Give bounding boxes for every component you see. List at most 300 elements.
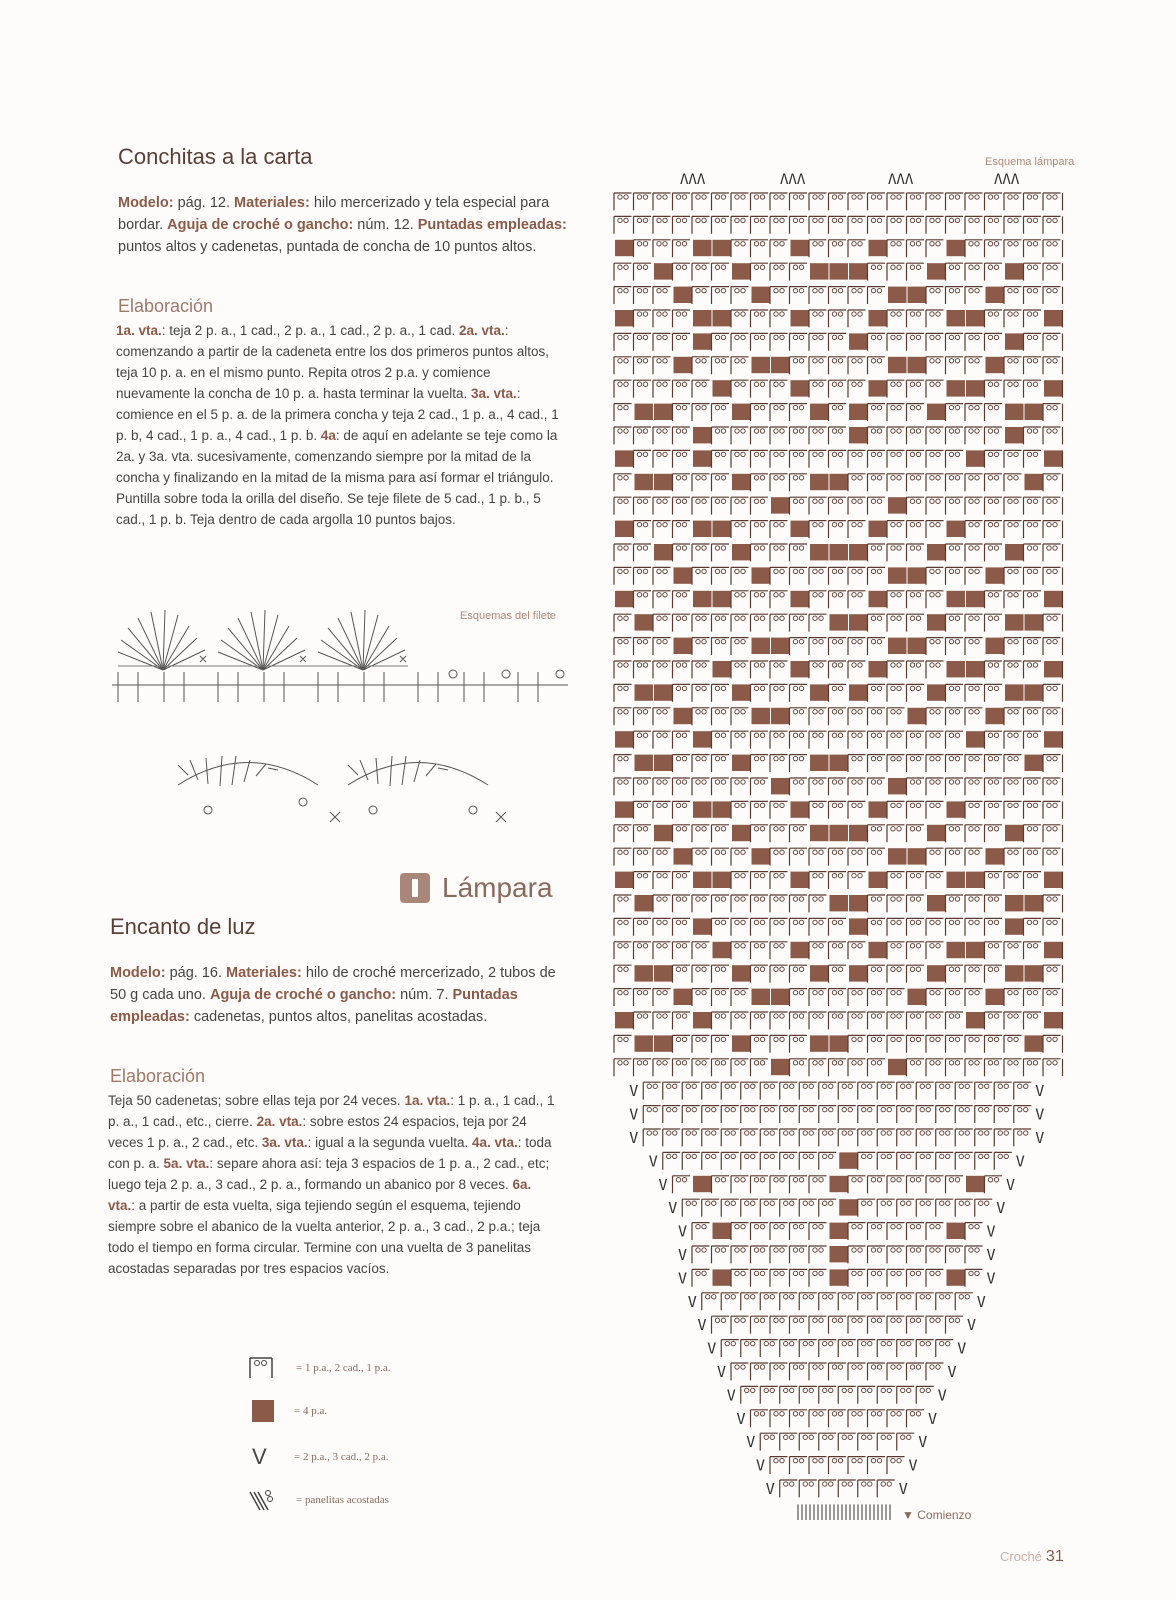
mesh-chain — [829, 1388, 833, 1392]
mesh-chain — [712, 1131, 716, 1135]
filled-block — [927, 825, 946, 841]
mesh-chain — [770, 1295, 774, 1299]
open-mesh — [712, 825, 730, 842]
mesh-chain — [916, 476, 920, 480]
mesh-chain — [838, 1318, 842, 1322]
open-mesh — [751, 801, 769, 818]
mesh-chain — [696, 944, 700, 948]
mesh-chain — [877, 1014, 881, 1018]
mesh-chain — [715, 218, 719, 222]
mesh-chain — [735, 452, 739, 456]
mesh-chain — [975, 405, 979, 409]
open-mesh — [799, 1199, 817, 1216]
open-mesh — [926, 497, 944, 514]
open-mesh — [790, 1246, 808, 1263]
mesh-chain — [813, 780, 817, 784]
mesh-chain — [985, 1084, 989, 1088]
filled-block — [849, 427, 868, 443]
open-mesh — [1043, 684, 1061, 701]
mesh-chain — [676, 920, 680, 924]
mesh-chain — [735, 382, 739, 386]
mesh-chain — [920, 1154, 924, 1158]
mesh-chain — [975, 756, 979, 760]
open-mesh — [926, 333, 944, 350]
mesh-chain — [949, 359, 953, 363]
mesh-chain — [897, 405, 901, 409]
mesh-chain — [1027, 218, 1031, 222]
open-mesh — [887, 1410, 905, 1427]
mesh-chain — [877, 1248, 881, 1252]
mesh-chain — [754, 897, 758, 901]
open-mesh — [819, 1199, 837, 1216]
mesh-chain — [891, 546, 895, 550]
mesh-chain — [721, 1248, 725, 1252]
open-mesh — [868, 287, 886, 304]
mesh-chain — [809, 1084, 813, 1088]
open-mesh — [634, 638, 652, 655]
mesh-chain — [955, 476, 959, 480]
open-mesh — [965, 801, 983, 818]
mesh-chain — [910, 476, 914, 480]
mesh-chain — [760, 686, 764, 690]
open-mesh — [965, 263, 983, 280]
mesh-chain — [832, 803, 836, 807]
mesh-chain — [725, 1201, 729, 1205]
open-mesh — [673, 427, 691, 444]
open-mesh — [731, 216, 749, 233]
mesh-chain — [838, 803, 842, 807]
filled-block — [732, 755, 751, 771]
open-mesh — [848, 287, 866, 304]
mesh-chain — [657, 1061, 661, 1065]
open-mesh — [936, 1106, 954, 1123]
mesh-chain — [897, 335, 901, 339]
mesh-chain — [832, 1365, 836, 1369]
mesh-chain — [624, 756, 628, 760]
mesh-chain — [988, 873, 992, 877]
mesh-chain — [897, 429, 901, 433]
mesh-chain — [813, 569, 817, 573]
v-stitch: V — [678, 1222, 688, 1241]
filled-block — [752, 848, 771, 864]
mesh-chain — [848, 1482, 852, 1486]
mesh-chain — [910, 616, 914, 620]
mesh-chain — [624, 335, 628, 339]
mesh-chain — [1004, 1131, 1008, 1135]
open-mesh — [614, 474, 632, 491]
open-mesh — [653, 614, 671, 631]
mesh-chain — [819, 429, 823, 433]
open-mesh — [985, 778, 1003, 795]
mesh-chain — [969, 1224, 973, 1228]
mesh-chain — [741, 663, 745, 667]
mesh-chain — [803, 1482, 807, 1486]
lamp-icon — [400, 873, 430, 903]
open-mesh — [1004, 942, 1022, 959]
mesh-chain — [715, 546, 719, 550]
mesh-chain — [852, 195, 856, 199]
mesh-chain — [858, 499, 862, 503]
open-mesh — [965, 825, 983, 842]
mesh-chain — [741, 593, 745, 597]
mesh-chain — [663, 663, 667, 667]
mesh-chain — [965, 1295, 969, 1299]
mesh-chain — [897, 242, 901, 246]
mesh-chain — [1033, 218, 1037, 222]
filled-block — [869, 661, 888, 677]
open-mesh — [790, 1176, 808, 1193]
mesh-chain — [663, 288, 667, 292]
filled-block — [791, 591, 810, 607]
mesh-chain — [696, 569, 700, 573]
mesh-chain — [682, 1061, 686, 1065]
mesh-chain — [624, 710, 628, 714]
filled-block — [791, 801, 810, 817]
mesh-chain — [858, 1178, 862, 1182]
open-mesh — [790, 1363, 808, 1380]
open-mesh — [829, 521, 847, 538]
filled-block — [615, 872, 634, 888]
open-mesh — [1004, 638, 1022, 655]
mesh-chain — [871, 265, 875, 269]
mesh-chain — [897, 1412, 901, 1416]
mesh-chain — [891, 1037, 895, 1041]
open-mesh — [673, 965, 691, 982]
mesh-chain — [624, 780, 628, 784]
mesh-chain — [891, 756, 895, 760]
mesh-chain — [959, 1201, 963, 1205]
mesh-chain — [696, 288, 700, 292]
mesh-chain — [676, 803, 680, 807]
mesh-chain — [891, 897, 895, 901]
filled-block — [713, 872, 732, 888]
open-mesh — [721, 1129, 739, 1146]
filled-block — [1044, 310, 1063, 326]
mesh-chain — [852, 522, 856, 526]
open-mesh — [614, 333, 632, 350]
filled-block — [966, 942, 985, 958]
mesh-chain — [916, 242, 920, 246]
mesh-chain — [916, 897, 920, 901]
mesh-chain — [751, 1341, 755, 1345]
mesh-chain — [1033, 639, 1037, 643]
mesh-chain — [702, 967, 706, 971]
mesh-chain — [848, 1131, 852, 1135]
mesh-chain — [682, 686, 686, 690]
mesh-chain — [1014, 499, 1018, 503]
mesh-chain — [936, 195, 940, 199]
mesh-chain — [780, 944, 784, 948]
open-mesh — [965, 1059, 983, 1076]
open-mesh — [712, 333, 730, 350]
open-mesh — [770, 1035, 788, 1052]
open-mesh — [946, 287, 964, 304]
mesh-chain — [829, 1435, 833, 1439]
mesh-chain — [858, 873, 862, 877]
mesh-chain — [877, 616, 881, 620]
filled-block — [849, 895, 868, 911]
open-mesh — [770, 1269, 788, 1286]
filled-block — [810, 965, 829, 981]
open-mesh — [848, 1269, 866, 1286]
mesh-chain — [852, 803, 856, 807]
filled-block — [888, 1059, 907, 1075]
mesh-chain — [754, 1178, 758, 1182]
mesh-chain — [916, 1037, 920, 1041]
open-mesh — [770, 591, 788, 608]
mesh-chain — [871, 1037, 875, 1041]
mesh-chain — [936, 1061, 940, 1065]
open-mesh — [712, 1012, 730, 1029]
open-mesh — [1004, 380, 1022, 397]
open-mesh — [926, 918, 944, 935]
open-mesh — [916, 1129, 934, 1146]
filled-block — [771, 989, 790, 1005]
mesh-chain — [949, 1037, 953, 1041]
mesh-chain — [858, 1061, 862, 1065]
open-mesh — [731, 708, 749, 725]
mesh-chain — [891, 920, 895, 924]
mesh-chain — [1008, 1061, 1012, 1065]
open-mesh — [692, 1059, 710, 1076]
mesh-chain — [790, 1388, 794, 1392]
open-mesh — [770, 427, 788, 444]
mesh-chain — [819, 218, 823, 222]
v-stitch: V — [726, 1386, 736, 1405]
stitches-text: cadenetas, puntos altos, panelitas acostadas. — [189, 1009, 488, 1025]
mesh-chain — [803, 1084, 807, 1088]
mesh-chain — [988, 452, 992, 456]
open-mesh — [770, 404, 788, 421]
mesh-chain — [1047, 429, 1051, 433]
open-mesh — [780, 1106, 798, 1123]
mesh-chain — [813, 897, 817, 901]
mesh-chain — [780, 288, 784, 292]
mesh-chain — [745, 1084, 749, 1088]
mesh-chain — [813, 195, 817, 199]
open-mesh — [770, 1316, 788, 1333]
open-mesh — [614, 778, 632, 795]
mesh-chain — [799, 452, 803, 456]
mesh-chain — [910, 686, 914, 690]
open-mesh — [1024, 263, 1042, 280]
mesh-chain — [994, 1014, 998, 1018]
mesh-chain — [735, 288, 739, 292]
mesh-chain — [877, 288, 881, 292]
mesh-chain — [1014, 218, 1018, 222]
mesh-chain — [813, 710, 817, 714]
mesh-chain — [1027, 639, 1031, 643]
mesh-chain — [774, 476, 778, 480]
open-mesh — [926, 1223, 944, 1240]
open-mesh — [848, 1176, 866, 1193]
open-mesh — [985, 965, 1003, 982]
mesh-chain — [959, 1131, 963, 1135]
mesh-chain — [819, 1248, 823, 1252]
mesh-chain — [780, 827, 784, 831]
filled-block — [791, 661, 810, 677]
mesh-chain — [877, 359, 881, 363]
mesh-chain — [696, 1224, 700, 1228]
mesh-chain — [657, 944, 661, 948]
mesh-chain — [624, 265, 628, 269]
mesh-chain — [877, 1178, 881, 1182]
mesh-chain — [819, 242, 823, 246]
open-mesh — [838, 1433, 856, 1450]
mesh-chain — [930, 593, 934, 597]
mesh-chain — [793, 1271, 797, 1275]
mesh-chain — [1014, 452, 1018, 456]
mesh-chain — [696, 990, 700, 994]
mesh-chain — [975, 710, 979, 714]
open-mesh — [634, 193, 652, 210]
mesh-chain — [955, 546, 959, 550]
mesh-chain — [946, 1201, 950, 1205]
mesh-chain — [760, 1365, 764, 1369]
open-mesh — [985, 591, 1003, 608]
open-mesh — [994, 1129, 1012, 1146]
open-mesh — [721, 1199, 739, 1216]
mesh-chain — [702, 710, 706, 714]
open-mesh — [926, 1316, 944, 1333]
open-mesh — [731, 333, 749, 350]
filled-block — [674, 848, 693, 864]
open-mesh — [946, 755, 964, 772]
mesh-chain — [667, 1107, 671, 1111]
mesh-chain — [988, 218, 992, 222]
mesh-chain — [829, 1341, 833, 1345]
open-mesh — [848, 474, 866, 491]
open-mesh — [916, 1106, 934, 1123]
open-mesh — [907, 895, 925, 912]
mesh-chain — [774, 756, 778, 760]
mesh-chain — [891, 803, 895, 807]
mesh-chain — [1004, 1107, 1008, 1111]
open-mesh — [829, 497, 847, 514]
mesh-chain — [784, 1084, 788, 1088]
mesh-chain — [1047, 686, 1051, 690]
mesh-chain — [696, 1248, 700, 1252]
mesh-chain — [735, 780, 739, 784]
mesh-chain — [936, 1248, 940, 1252]
mesh-chain — [721, 335, 725, 339]
mesh-chain — [868, 1201, 872, 1205]
open-mesh — [985, 240, 1003, 257]
mesh-chain — [936, 1224, 940, 1228]
mesh-chain — [624, 288, 628, 292]
mesh-chain — [735, 990, 739, 994]
open-mesh — [887, 240, 905, 257]
open-mesh — [809, 989, 827, 1006]
filled-block — [869, 521, 888, 537]
open-mesh — [926, 521, 944, 538]
mesh-chain — [994, 452, 998, 456]
mesh-chain — [975, 827, 979, 831]
filled-block — [771, 357, 790, 373]
mesh-chain — [760, 1061, 764, 1065]
open-mesh — [614, 357, 632, 374]
mesh-chain — [1027, 593, 1031, 597]
mesh-chain — [692, 1201, 696, 1205]
mesh-chain — [774, 593, 778, 597]
mesh-chain — [774, 1014, 778, 1018]
open-mesh — [780, 1480, 798, 1497]
mesh-chain — [735, 616, 739, 620]
mesh-chain — [858, 569, 862, 573]
mesh-chain — [862, 1435, 866, 1439]
mesh-chain — [663, 710, 667, 714]
mesh-chain — [663, 242, 667, 246]
open-mesh — [673, 684, 691, 701]
open-mesh — [868, 193, 886, 210]
mesh-chain — [871, 405, 875, 409]
open-mesh — [731, 1012, 749, 1029]
mesh-chain — [721, 710, 725, 714]
mesh-chain — [838, 1458, 842, 1462]
mesh-chain — [715, 733, 719, 737]
mesh-chain — [969, 1037, 973, 1041]
mesh-chain — [949, 639, 953, 643]
open-mesh — [1043, 918, 1061, 935]
mesh-chain — [901, 1201, 905, 1205]
mesh-chain — [754, 686, 758, 690]
mesh-chain — [813, 429, 817, 433]
mesh-chain — [760, 873, 764, 877]
open-mesh — [887, 591, 905, 608]
filled-block — [966, 731, 985, 747]
mesh-chain — [696, 218, 700, 222]
open-mesh — [916, 1386, 934, 1403]
mesh-chain — [897, 1365, 901, 1369]
mesh-chain — [682, 1178, 686, 1182]
mesh-chain — [624, 990, 628, 994]
open-mesh — [809, 567, 827, 584]
open-mesh — [673, 333, 691, 350]
open-mesh — [751, 731, 769, 748]
open-mesh — [712, 684, 730, 701]
mesh-chain — [838, 288, 842, 292]
mesh-chain — [754, 195, 758, 199]
mesh-chain — [774, 522, 778, 526]
mesh-chain — [858, 195, 862, 199]
mesh-chain — [959, 1084, 963, 1088]
mesh-chain — [930, 429, 934, 433]
open-mesh — [907, 193, 925, 210]
mesh-chain — [780, 546, 784, 550]
filled-block — [654, 544, 673, 560]
mesh-chain — [1047, 359, 1051, 363]
mesh-chain — [1008, 522, 1012, 526]
mesh-chain — [682, 405, 686, 409]
open-mesh — [907, 918, 925, 935]
mesh-chain — [624, 827, 628, 831]
open-mesh — [682, 1129, 700, 1146]
mesh-chain — [663, 382, 667, 386]
mesh-chain — [715, 827, 719, 831]
round-5-text: : separe ahora así: teja 3 espacios de 1 p. a., 2 cad., etc; luego teja 2 p. a., 3 cad., 2 p. a., formando un abanico por 8 veces. — [108, 1156, 550, 1192]
mesh-chain — [1033, 382, 1037, 386]
open-mesh — [907, 404, 925, 421]
mesh-chain — [799, 780, 803, 784]
mesh-chain — [780, 803, 784, 807]
mesh-chain — [936, 522, 940, 526]
open-mesh — [1004, 1035, 1022, 1052]
mesh-chain — [682, 312, 686, 316]
open-mesh — [770, 1457, 788, 1474]
open-mesh — [692, 380, 710, 397]
mesh-chain — [868, 1084, 872, 1088]
mesh-chain — [618, 944, 622, 948]
